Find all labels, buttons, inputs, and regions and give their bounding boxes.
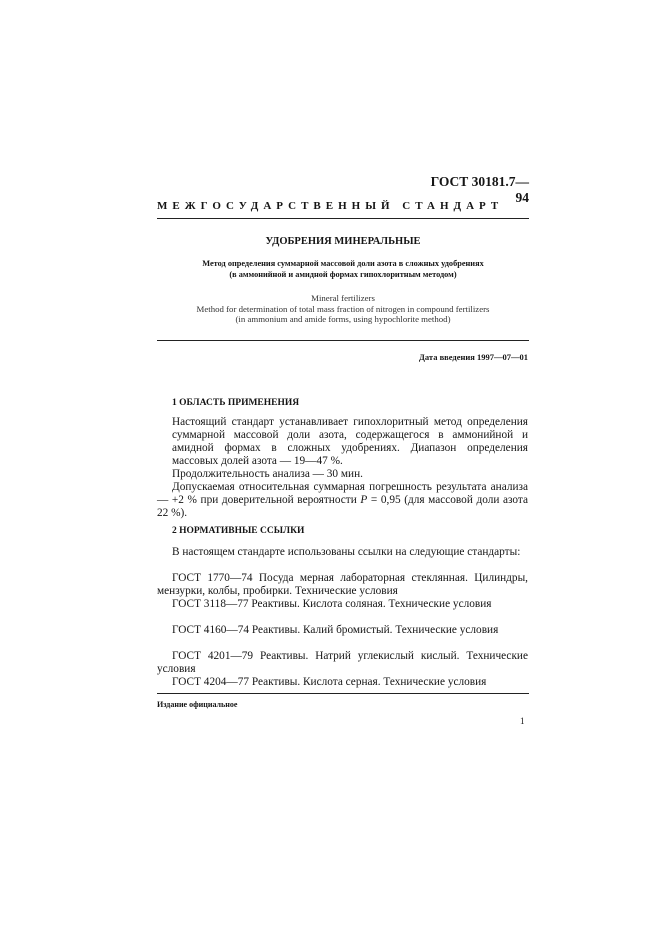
section-2-heading: 2 НОРМАТИВНЫЕ ССЫЛКИ — [172, 526, 305, 536]
introduction-date: Дата введения 1997—07—01 — [419, 352, 528, 362]
document-title-ru: УДОБРЕНИЯ МИНЕРАЛЬНЫЕ — [265, 236, 421, 247]
reference-gost-4201: ГОСТ 4201—79 Реактивы. Натрий углекислый кислый. Технические условия — [157, 650, 528, 676]
section-2-intro: В настоящем стандарте использованы ссылки на следующие стандарты: — [172, 546, 521, 558]
section-1-paragraph-2: Продолжительность анализа — 30 мин. — [172, 468, 363, 480]
official-edition-label: Издание официальное — [157, 700, 238, 709]
reference-gost-4204: ГОСТ 4204—77 Реактивы. Кислота серная. Технические условия — [172, 676, 487, 688]
paragraph-3-text-a: Допускаемая относительная суммарная погрешность результата анализа — +2 % при доверительной вероятности — [157, 481, 528, 507]
section-1-paragraph-1: Настоящий стандарт устанавливает гипохлоритный метод определения суммарной массовой доли азота, содержащегося в аммонийной и амидной формах в сложных удобрениях. Диапазон определения массовых долей азота — 19—47 %. — [172, 416, 528, 468]
document-title-en — [157, 293, 529, 325]
paragraph-3-text-b: = 0,95 (для массовой доли азота 22 %). — [157, 494, 528, 520]
reference-gost-3118: ГОСТ 3118—77 Реактивы. Кислота соляная. Технические условия — [172, 598, 492, 610]
title-en-line-2: Method for determination of total mass fraction of nitrogen in compound fertilizers — [196, 303, 490, 314]
top-rule — [157, 218, 529, 219]
title-en-line-3: (in ammonium and amide forms, using hypochlorite method) — [235, 314, 451, 324]
gost-number: ГОСТ 30181.7—94 — [430, 174, 529, 205]
subtitle-ru-line-2: (в аммонийной и амидной формах гипохлоритным методом) — [229, 270, 457, 279]
document-subtitle-ru — [157, 258, 529, 280]
section-1-heading: 1 ОБЛАСТЬ ПРИМЕНЕНИЯ — [172, 398, 300, 408]
paragraph-3-p-symbol: P — [360, 494, 368, 507]
footer-rule — [157, 693, 529, 694]
reference-gost-4160: ГОСТ 4160—74 Реактивы. Калий бромистый. Технические условия — [172, 624, 499, 636]
section-1-paragraph-3 — [157, 481, 528, 520]
interstate-standard-label: МЕЖГОСУДАРСТВЕННЫЙ СТАНДАРТ — [157, 200, 504, 212]
reference-gost-1770: ГОСТ 1770—74 Посуда мерная лабораторная стеклянная. Цилиндры, мензурки, колбы, пробирки. Технические условия — [157, 572, 528, 598]
subtitle-ru-line-1: Метод определения суммарной массовой доли азота в сложных удобрениях — [202, 259, 484, 268]
title-rule — [157, 340, 529, 341]
title-en-line-1: Mineral fertilizers — [311, 293, 375, 303]
page-number: 1 — [520, 716, 525, 726]
